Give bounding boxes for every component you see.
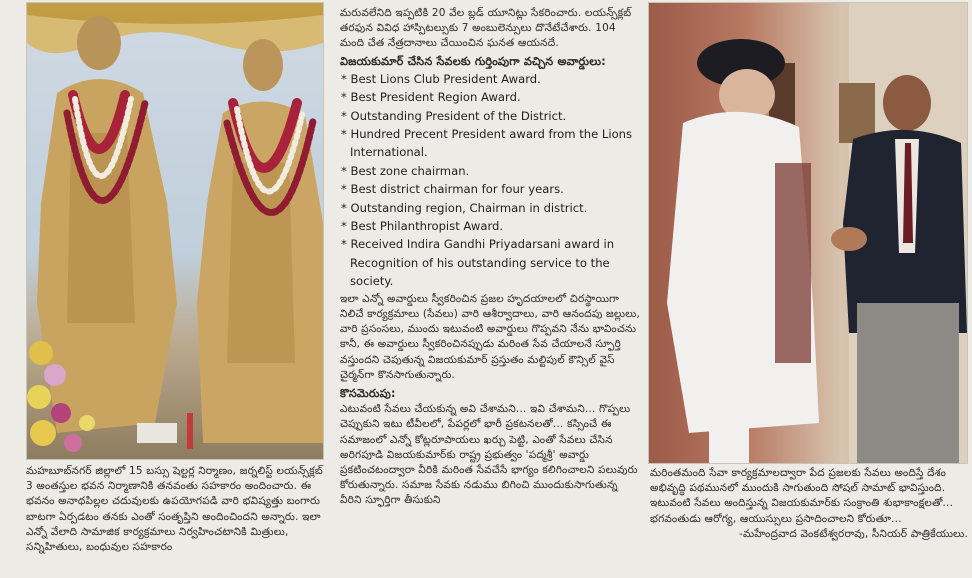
kosamerupu-heading: కొసమెరుపు:: [340, 386, 396, 400]
award-item: * Outstanding President of the District.: [340, 107, 642, 125]
award-item: * Best zone chairman.: [340, 162, 642, 180]
awards-list: [340, 70, 642, 291]
awards-reflection-paragraph: ఇలా ఎన్నో అవార్డులు స్వీకరించిన ప్రజల హృదయాలలో చిరస్థాయిగా నిలిచే కార్యక్రమాలు (సేవలు) వారి ఆశీర్వాదాలు, వారి ఆనందపు జల్లులు, వారి ప్రసంసలు, ముందు ఇటువంటి అవార్డులు గొప్పవని నేను భావించను కానీ, ఈ అవార్డులు స్వీకరించినప్పుడు మరింత సేవ చేయాలనే స్ఫూర్తి వస్తుందని చెపుతున్న విజయకుమార్ ప్రస్తుతం మల్టిపుల్ కౌన్సిల్ వైస్ చైర్మన్‌గా కొనసాగుతున్నారు.: [340, 292, 641, 381]
award-item: * Best Philanthropist Award.: [340, 217, 642, 235]
award-item: * Best Lions Club President Award.: [340, 70, 642, 88]
two-men-greeting-photo: [648, 2, 968, 464]
award-item: * Best President Region Award.: [340, 88, 642, 106]
right-caption-text: మరింతమంది సేవా కార్యక్రమాలద్వారా పేద ప్రజలకు సేవలు అందిస్తే దేశం అభివృద్ధి పథమునలో ముందుకి సాగుతుంది సోషల్ సామాట్ భావిస్తుంది. ఇటువంటి సేవలు అందిస్తున్న విజయకుమార్‌కు సంక్రాంతి శుభాకాంక్షలతో... భగవంతుడు ఆరోగ్య, ఆయుస్సులు ప్రసాదించాలని కోరుతూ...: [650, 467, 954, 525]
left-caption-paragraph: [26, 464, 326, 555]
left-caption-text: మహబూబ్‌నగర్ జిల్లాలో 15 బస్సు షెల్టర్ల నిర్మాణం, జర్నలిస్ట్ లయన్స్‌క్లబ్ 3 అంతస్తుల భవన నిర్మాణానికి తనవంతు సహకారం అందించారు. ఈ భవనం అనాథపిల్లల చదువులకు ఉపయోగపడి వారి భవిష్యత్తు బంగారు బాటగా ఏర్పడటం తనకు ఎంతో సంతృప్తిని అందించిందని అన్నారు. ఇలా ఎన్నో వేలాది సామాజిక కార్యక్రమాలు నిర్వహించటానికి మిత్రులు, సన్నిహితులు, బంధువుల సహకారం: [26, 465, 323, 554]
award-item: * Best district chairman for four years.: [340, 180, 642, 198]
closing-paragraph: ఎటువంటి సేవలు చేయకున్న అవి చేశామని... ఇవి చేశామని... గొప్పలు చెప్పుకుని ఇటు టీవీలలో, పేపర్లలో భారీ ప్రకటనలతో... కస్సించే ఈ సమాజంలో ఎన్నో కోట్లరూపాయలు ఖర్చు పెట్టి, ఎంతో సేవలు చేసిన అరిగపూడి విజయకుమార్‌కు రాష్ట్ర ప్రభుత్వం 'పద్మశ్రీ' అవార్డు ప్రకటించటంద్వారా వీరికి మరింత సేవచేసే భాగ్యం కలిగించాలని పలువురు కోరుతున్నారు. సమాజ సేవకు నడుము బిగించి ముందుకుసాగుతున్న వీరిని స్ఫూర్తిగా తీసుకుని: [340, 403, 638, 507]
awards-heading: విజయకుమార్ చేసిన సేవలకు గుర్తింపుగా వచ్చిన అవార్డులు:: [340, 54, 606, 68]
award-item: * Outstanding region, Chairman in district.: [340, 199, 642, 217]
intro-paragraph: మరువలేనిది ఇప్పటికి 20 వేల బ్లడ్ యూనిట్లు సేకరించారు. లయన్స్‌క్లబ్ తరఫున వివిధ హాస్పిటల్సుకు 7 అంబులెన్సులు దొనేటేచేశారు. 104 మంది చేత నేత్రదానాలు చేయించిన ఘనత ఆయనదే.: [340, 7, 632, 50]
middle-article-column: [340, 6, 642, 509]
award-item: * Received Indira Gandhi Priyadarsani award in Recognition of his outstanding service to the society.: [340, 235, 642, 290]
statues-with-garlands-photo: [26, 2, 324, 460]
greeting-illustration: [649, 3, 967, 463]
author-signature: -మహేంద్రవాద వెంకటేశ్వరరావు, సీనియర్ పాత్రికేయులు.: [739, 527, 968, 540]
statues-illustration: [27, 3, 323, 459]
right-caption-paragraph: [650, 466, 968, 542]
award-item: * Hundred Precent President award from the Lions International.: [340, 125, 642, 162]
